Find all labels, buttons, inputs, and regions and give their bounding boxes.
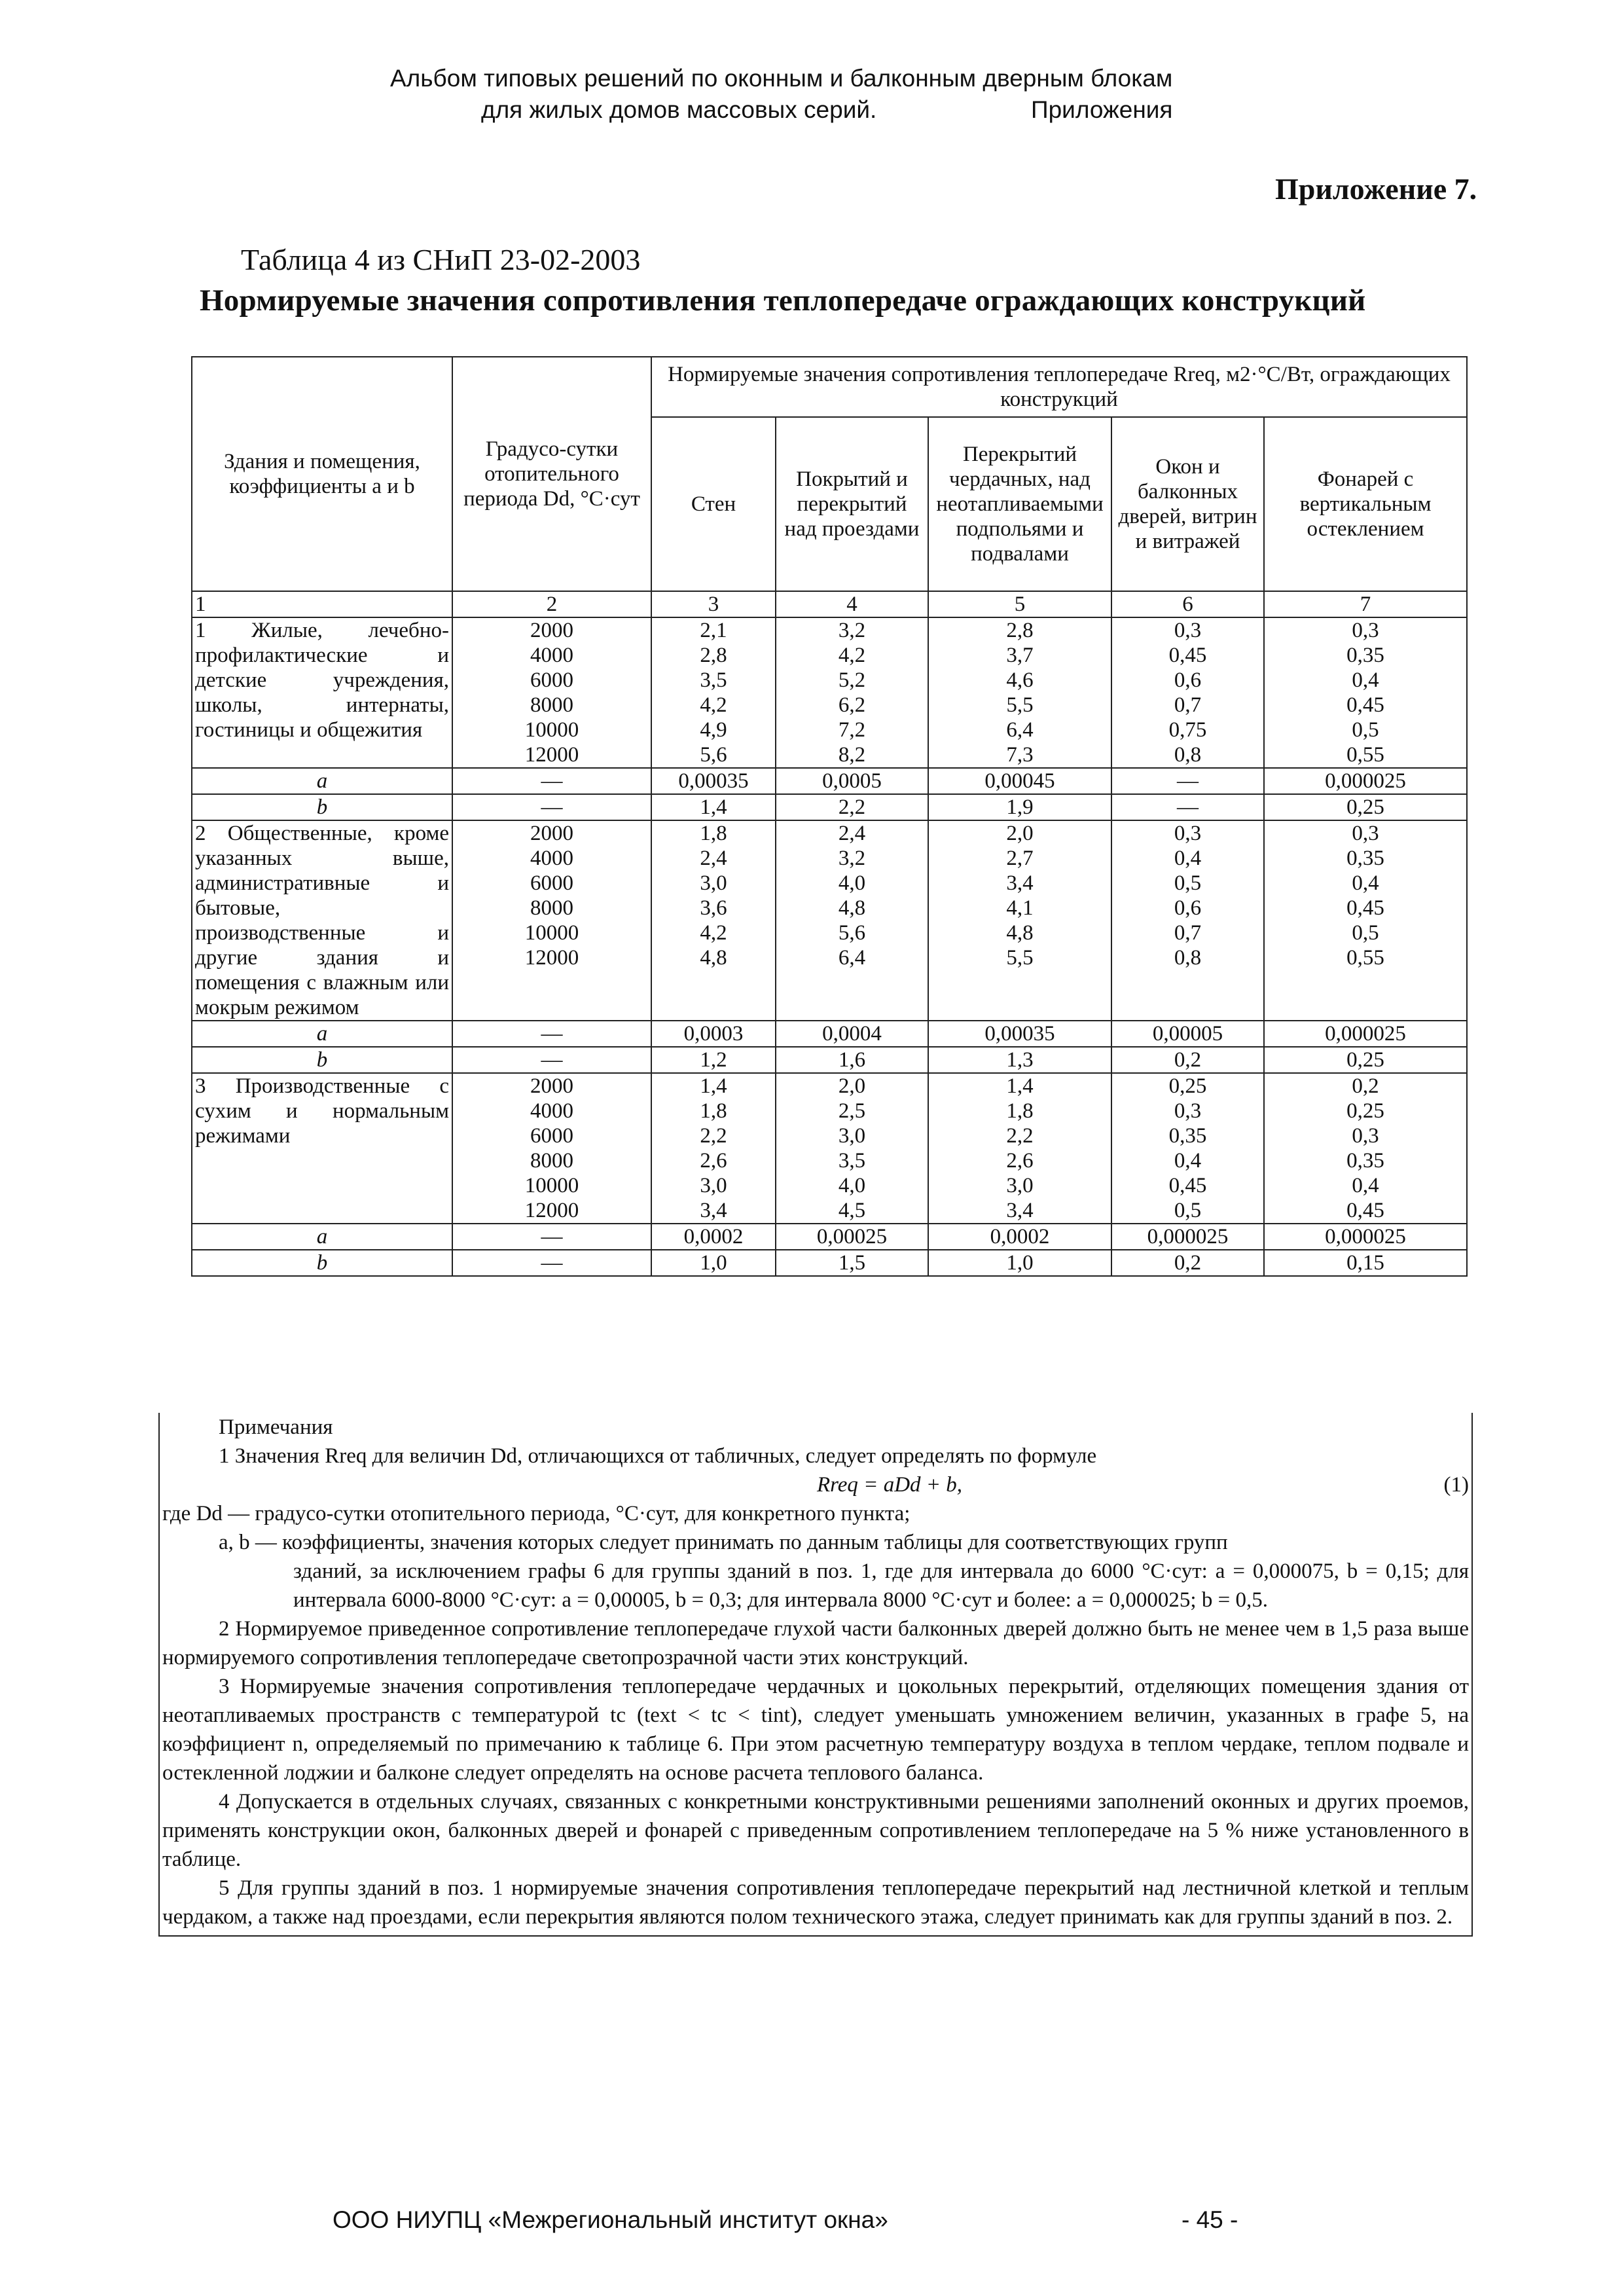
coefficient-value: 0,000025	[1264, 768, 1467, 794]
coefficient-value: —	[1111, 768, 1264, 794]
table-cell: 4,0	[838, 1174, 866, 1197]
table-cell: 12000	[524, 743, 579, 767]
table-cell: 2,1	[700, 619, 727, 642]
value-column-3	[651, 820, 776, 1021]
table-cell: 0,4	[1174, 1149, 1202, 1173]
table-cell: 3,5	[700, 668, 727, 692]
table-cell: 7,2	[838, 718, 866, 742]
coefficient-value: 0,0002	[928, 1224, 1111, 1250]
coefficient-value: 1,0	[928, 1250, 1111, 1276]
table-cell: 3,2	[838, 619, 866, 642]
table-cell: 8000	[530, 693, 573, 717]
table-cell: 0,4	[1352, 668, 1379, 692]
coefficient-label: b	[192, 794, 452, 820]
formula-line	[162, 1470, 1469, 1499]
value-column-3	[651, 1073, 776, 1224]
table-title: Нормируемые значения сопротивления теплопередаче ограждающих конструкций	[200, 283, 1366, 318]
coefficient-value: 0,0002	[651, 1224, 776, 1250]
col-header-buildings: Здания и помещения, коэффициенты a и b	[192, 357, 452, 591]
table-cell: 2,5	[838, 1099, 866, 1123]
table-cell: 10000	[524, 1174, 579, 1197]
col-header-windows: Окон и балконных дверей, витрин и витражей	[1111, 417, 1264, 591]
value-column-3	[651, 617, 776, 768]
table-cell: 0,45	[1168, 644, 1207, 667]
table-cell: 0,5	[1174, 1199, 1202, 1222]
value-column-5	[928, 820, 1111, 1021]
value-column-6	[1111, 1073, 1264, 1224]
appendix-label: Приложение 7.	[1275, 172, 1477, 206]
coefficient-label: b	[192, 1250, 452, 1276]
table-cell: 3,0	[700, 1174, 727, 1197]
coefficient-value: 0,15	[1264, 1250, 1467, 1276]
table-cell: 0,3	[1174, 1099, 1202, 1123]
col-header-walls: Стен	[651, 417, 776, 591]
table-cell: 0,25	[1168, 1074, 1207, 1098]
table-cell: 0,35	[1346, 1149, 1384, 1173]
value-column-2	[452, 1073, 651, 1224]
coefficient-label: b	[192, 1047, 452, 1073]
value-column-2	[452, 617, 651, 768]
value-column-7	[1264, 820, 1467, 1021]
table-cell: 5,5	[1006, 693, 1034, 717]
table-cell: 0,45	[1346, 693, 1384, 717]
table-cell: 4,1	[1006, 896, 1034, 920]
value-column-5	[928, 1073, 1111, 1224]
table-cell: 6,4	[1006, 718, 1034, 742]
table-cell: 0,35	[1346, 644, 1384, 667]
table-cell: 2000	[530, 1074, 573, 1098]
table-cell: 0,4	[1352, 1174, 1379, 1197]
note-4: 4 Допускается в отдельных случаях, связанных с конкретными конструктивными решениями заполнений оконных и других проемов, применять конструкции окон, балконных дверей и фонарей с приведенным сопротивлением теплопередаче на 5 % ниже установленного в таблице.	[162, 1790, 1469, 1871]
table-row	[192, 820, 1467, 1021]
formula: Rreq = aDd + b,	[817, 1473, 963, 1497]
table-cell: 4,8	[1006, 921, 1034, 945]
table-cell: 2,0	[838, 1074, 866, 1098]
coefficient-value: 1,3	[928, 1047, 1111, 1073]
coefficient-value: 0,000025	[1111, 1224, 1264, 1250]
coefficient-label: a	[192, 1021, 452, 1047]
table-body	[192, 617, 1467, 1276]
table-cell: 0,5	[1352, 921, 1379, 945]
table-cell: 0,4	[1174, 847, 1202, 870]
coefficient-value: 0,0004	[776, 1021, 928, 1047]
col-number-5: 5	[928, 591, 1111, 617]
value-column-7	[1264, 1073, 1467, 1224]
table-cell: 0,7	[1174, 693, 1202, 717]
value-column-6	[1111, 820, 1264, 1021]
value-column-4	[776, 617, 928, 768]
note-where-ab: a, b — коэффициенты, значения которых следует принимать по данным таблицы для соответствующих групп	[219, 1531, 1228, 1554]
coefficient-value: 0,00025	[776, 1224, 928, 1250]
table-cell: 8000	[530, 896, 573, 920]
table-cell: 6000	[530, 668, 573, 692]
table-cell: 3,4	[1006, 1199, 1034, 1222]
coefficient-value: 0,00045	[928, 768, 1111, 794]
col-header-roofs: Покрытий и перекрытий над проездами	[776, 417, 928, 591]
table-cell: 2,0	[1006, 822, 1034, 845]
coefficient-row-b	[192, 1250, 1467, 1276]
page-number: - 45 -	[1182, 2206, 1238, 2233]
note-1: 1 Значения Rreq для величин Dd, отличающихся от табличных, следует определять по формуле	[219, 1444, 1097, 1468]
coefficient-label: a	[192, 768, 452, 794]
coefficient-value: —	[452, 1021, 651, 1047]
table-cell: 4,8	[700, 946, 727, 970]
note-2: 2 Нормируемое приведенное сопротивление теплопередаче глухой части балконных дверей должно быть не менее чем в 1,5 раза выше нормируемого сопротивления теплопередаче светопрозрачной части этих конструкций.	[162, 1617, 1469, 1669]
coefficient-value: 2,2	[776, 794, 928, 820]
norms-table	[191, 356, 1468, 1277]
table-cell: 4,8	[838, 896, 866, 920]
building-group-name: 2 Общественные, кроме указанных выше, административные и бытовые, производственные и другие здания и помещения с влажным или мокрым режимом	[192, 820, 452, 1021]
table-cell: 8000	[530, 1149, 573, 1173]
value-column-4	[776, 820, 928, 1021]
col-number-4: 4	[776, 591, 928, 617]
table-cell: 4000	[530, 1099, 573, 1123]
table-cell: 1,8	[700, 1099, 727, 1123]
table-cell: 3,2	[838, 847, 866, 870]
table-cell: 0,3	[1174, 822, 1202, 845]
table-cell: 3,5	[838, 1149, 866, 1173]
col-header-degree-days: Градусо-сутки отопительного периода Dd, °С·сут	[452, 357, 651, 591]
table-cell: 2,6	[700, 1149, 727, 1173]
coefficient-value: 0,2	[1111, 1250, 1264, 1276]
col-number-1: 1	[192, 591, 452, 617]
table-cell: 8,2	[838, 743, 866, 767]
table-cell: 0,45	[1346, 896, 1384, 920]
table-cell: 2,2	[1006, 1124, 1034, 1148]
value-column-2	[452, 820, 651, 1021]
coefficient-value: 0,25	[1264, 794, 1467, 820]
table-cell: 4,2	[700, 921, 727, 945]
coefficient-value: 0,00035	[928, 1021, 1111, 1047]
coefficient-value: 0,0005	[776, 768, 928, 794]
coefficient-value: 0,00035	[651, 768, 776, 794]
coefficient-row-a	[192, 1224, 1467, 1250]
table-cell: 2,2	[700, 1124, 727, 1148]
table-cell: 2,7	[1006, 847, 1034, 870]
table-cell: 4,5	[838, 1199, 866, 1222]
table-cell: 4,9	[700, 718, 727, 742]
table-cell: 5,5	[1006, 946, 1034, 970]
table-cell: 3,4	[1006, 871, 1034, 895]
table-cell: 1,8	[700, 822, 727, 845]
coefficient-label: a	[192, 1224, 452, 1250]
table-cell: 2,6	[1006, 1149, 1034, 1173]
table-cell: 12000	[524, 1199, 579, 1222]
table-cell: 4000	[530, 847, 573, 870]
table-cell: 0,8	[1174, 946, 1202, 970]
table-cell: 3,0	[1006, 1174, 1034, 1197]
table-cell: 4000	[530, 644, 573, 667]
table-cell: 1,4	[1006, 1074, 1034, 1098]
note-where-dd: где Dd — градусо-сутки отопительного периода, °С·сут, для конкретного пункта;	[162, 1502, 911, 1525]
coefficient-value: —	[452, 1250, 651, 1276]
table-cell: 0,5	[1352, 718, 1379, 742]
table-cell: 0,3	[1352, 822, 1379, 845]
formula-number: (1)	[1443, 1473, 1469, 1497]
coefficient-row-a	[192, 1021, 1467, 1047]
coefficient-row-a	[192, 768, 1467, 794]
table-cell: 0,3	[1352, 619, 1379, 642]
col-number-3: 3	[651, 591, 776, 617]
col-header-group: Нормируемые значения сопротивления теплопередаче Rreq, м2·°С/Вт, ограждающих конструкций	[651, 357, 1467, 417]
coefficient-value: 0,2	[1111, 1047, 1264, 1073]
value-column-4	[776, 1073, 928, 1224]
table-cell: 0,6	[1174, 668, 1202, 692]
coefficient-value: 0,000025	[1264, 1021, 1467, 1047]
table-cell: 0,45	[1346, 1199, 1384, 1222]
coefficient-value: 1,0	[651, 1250, 776, 1276]
note-3: 3 Нормируемые значения сопротивления теплопередаче чердачных и цокольных перекрытий, отделяющих помещения здания от неотапливаемых пространств с температурой tc (text < tc < tint), следует уменьшать умножением величин, указанных в графе 5, на коэффициент n, определяемый по примечанию к таблице 6. При этом расчетную температуру воздуха в теплом чердаке, теплом подвале и остекленной лоджии и балконе следует определять на основе расчета теплового баланса.	[162, 1675, 1469, 1785]
coefficient-value: —	[452, 1047, 651, 1073]
table-cell: 6,4	[838, 946, 866, 970]
coefficient-value: 1,9	[928, 794, 1111, 820]
table-cell: 2000	[530, 822, 573, 845]
table-cell: 5,6	[700, 743, 727, 767]
table-cell: 4,2	[838, 644, 866, 667]
table-cell: 3,7	[1006, 644, 1034, 667]
table-cell: 0,3	[1352, 1124, 1379, 1148]
table-cell: 2,8	[1006, 619, 1034, 642]
coefficient-value: —	[452, 794, 651, 820]
table-cell: 12000	[524, 946, 579, 970]
table-cell: 3,0	[700, 871, 727, 895]
table-cell: 0,55	[1346, 743, 1384, 767]
table-row	[192, 1073, 1467, 1224]
value-column-6	[1111, 617, 1264, 768]
table-cell: 3,6	[700, 896, 727, 920]
notes-block	[158, 1413, 1473, 1937]
coefficient-value: —	[1111, 794, 1264, 820]
coefficient-value: 1,2	[651, 1047, 776, 1073]
note-5: 5 Для группы зданий в поз. 1 нормируемые значения сопротивления теплопередаче перекрытий над лестничной клеткой и теплым чердаком, а также над проездами, если перекрытия являются полом технического этажа, следует принимать как для группы зданий в поз. 2.	[162, 1876, 1469, 1929]
header-line-2: для жилых домов массовых серий.	[481, 96, 877, 123]
table-cell: 2,4	[838, 822, 866, 845]
table-cell: 5,6	[838, 921, 866, 945]
coefficient-value: 1,6	[776, 1047, 928, 1073]
table-cell: 0,55	[1346, 946, 1384, 970]
table-cell: 2,8	[700, 644, 727, 667]
col-header-attic-floors: Перекрытий чердачных, над неотапливаемыми подпольями и подвалами	[928, 417, 1111, 591]
table-cell: 0,25	[1346, 1099, 1384, 1123]
table-cell: 0,6	[1174, 896, 1202, 920]
table-cell: 0,2	[1352, 1074, 1379, 1098]
table-reference: Таблица 4 из СНиП 23-02-2003	[241, 243, 641, 276]
coefficient-value: 0,25	[1264, 1047, 1467, 1073]
header-section: Приложения	[1031, 96, 1173, 123]
table-cell: 4,6	[1006, 668, 1034, 692]
table-cell: 10000	[524, 718, 579, 742]
table-cell: 10000	[524, 921, 579, 945]
coefficient-value: 0,00005	[1111, 1021, 1264, 1047]
table-cell: 6000	[530, 871, 573, 895]
col-number-7: 7	[1264, 591, 1467, 617]
table-cell: 0,45	[1168, 1174, 1207, 1197]
coefficient-value: —	[452, 768, 651, 794]
table-cell: 4,0	[838, 871, 866, 895]
coefficient-value: 0,0003	[651, 1021, 776, 1047]
table-cell: 0,5	[1174, 871, 1202, 895]
table-cell: 5,2	[838, 668, 866, 692]
table-cell: 7,3	[1006, 743, 1034, 767]
col-header-skylights: Фонарей с вертикальным остеклением	[1264, 417, 1467, 591]
value-column-7	[1264, 617, 1467, 768]
table-cell: 3,4	[700, 1199, 727, 1222]
table-cell: 0,35	[1168, 1124, 1207, 1148]
col-number-2: 2	[452, 591, 651, 617]
table-cell: 0,3	[1174, 619, 1202, 642]
notes-heading: Примечания	[219, 1415, 333, 1439]
table-cell: 0,35	[1346, 847, 1384, 870]
table-cell: 6000	[530, 1124, 573, 1148]
table-cell: 1,8	[1006, 1099, 1034, 1123]
table-cell: 2000	[530, 619, 573, 642]
note-where-ab-cont: зданий, за исключением графы 6 для группы зданий в поз. 1, где для интервала до 6000 °С·сут: a = 0,000075, b = 0,15; для интервала 6000-8000 °С·сут: a = 0,00005, b = 0,3; для интервала 8000 °С·сут и более: a = 0,000025; b = 0,5.	[293, 1559, 1469, 1612]
coefficient-value: 1,4	[651, 794, 776, 820]
table-cell: 1,4	[700, 1074, 727, 1098]
table-cell: 0,8	[1174, 743, 1202, 767]
table-cell: 6,2	[838, 693, 866, 717]
footer-organization: ООО НИУПЦ «Межрегиональный институт окна»	[333, 2206, 888, 2233]
coefficient-value: —	[452, 1224, 651, 1250]
coefficient-row-b	[192, 1047, 1467, 1073]
coefficient-value: 1,5	[776, 1250, 928, 1276]
col-number-6: 6	[1111, 591, 1264, 617]
table-cell: 2,4	[700, 847, 727, 870]
value-column-5	[928, 617, 1111, 768]
coefficient-row-b	[192, 794, 1467, 820]
table-cell: 3,0	[838, 1124, 866, 1148]
table-cell: 0,7	[1174, 921, 1202, 945]
table-cell: 0,75	[1168, 718, 1207, 742]
table-cell: 0,4	[1352, 871, 1379, 895]
table-cell: 4,2	[700, 693, 727, 717]
table-row	[192, 617, 1467, 768]
building-group-name: 1 Жилые, лечебно-профилактические и детские учреждения, школы, интернаты, гостиницы и общежития	[192, 617, 452, 768]
coefficient-value: 0,000025	[1264, 1224, 1467, 1250]
building-group-name: 3 Производственные с сухим и нормальным режимами	[192, 1073, 452, 1224]
header-line-1: Альбом типовых решений по оконным и балконным дверным блокам	[390, 65, 1173, 92]
